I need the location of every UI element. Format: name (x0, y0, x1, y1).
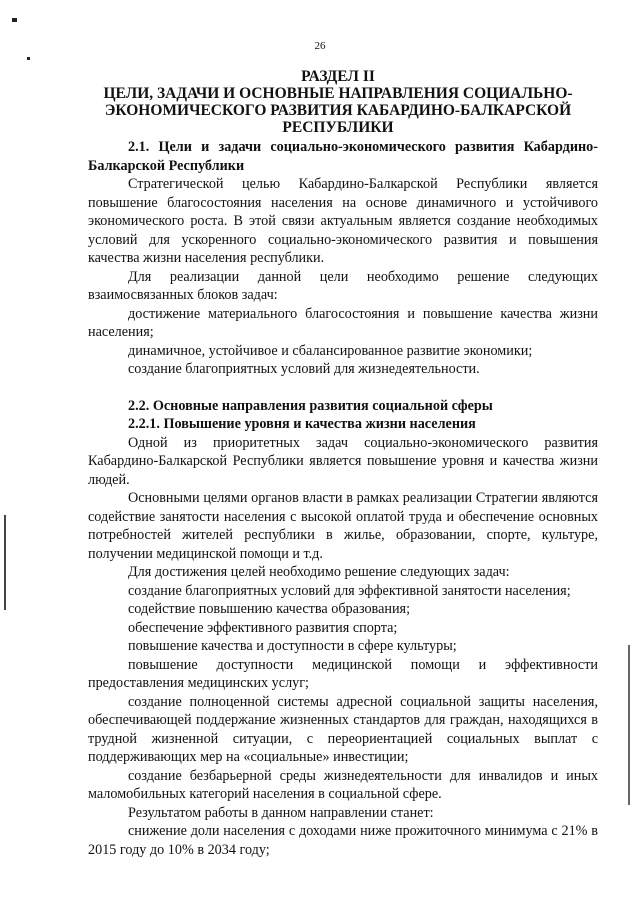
scan-mark-top (12, 18, 17, 22)
task-item: создание благоприятных условий для жизнедеятельности. (128, 361, 480, 377)
heading-2-1: 2.1. Цели и задачи социально-экономического развития Кабардино-Балкарской Республики (88, 139, 598, 174)
section-header (88, 68, 588, 136)
task-item: динамичное, устойчивое и сбалансированное развитие экономики; (128, 342, 533, 359)
heading-2-2-1: 2.2.1. Повышение уровня и качества жизни населения (128, 416, 476, 432)
task-item: повышение доступности медицинской помощи и эффективности предоставления медицинских услуг; (88, 656, 598, 691)
paragraph: Основными целями органов власти в рамках реализации Стратегии являются содействие занятости населения с высокой оплатой труда и обеспечение основных потребностей жителей республики в жилье, образовании, спорте, культуре, получении медицинской помощи и т.д. (88, 490, 598, 562)
task-item: создание полноценной системы адресной социальной защиты населения, обеспечивающей поддержание жизненных стандартов для граждан, находящихся в трудной жизненной ситуации, с переориентацией социальных выплат с поддерживающих мер на «социальные» инвестиции; (88, 693, 598, 765)
result-item: снижение доли населения с доходами ниже прожиточного минимума с 21% в 2015 году до 10% в 2034 году; (88, 823, 598, 858)
paragraph: Для реализации данной цели необходимо решение следующих взаимосвязанных блоков задач: (88, 268, 598, 303)
section-spacer (88, 379, 598, 397)
scan-mark-left-edge (4, 515, 6, 610)
task-item: повышение качества и доступности в сфере культуры; (128, 638, 457, 654)
task-item: создание благоприятных условий для эффективной занятости населения; (128, 582, 571, 599)
paragraph: Одной из приоритетных задач социально-экономического развития Кабардино-Балкарской Республики является повышение уровня и качества жизни людей. (88, 434, 598, 488)
task-item: достижение материального благосостояния и повышение качества жизни населения; (88, 305, 598, 340)
task-item: обеспечение эффективного развития спорта; (128, 619, 398, 636)
task-item: создание безбарьерной среды жизнедеятельности для инвалидов и иных маломобильных категорий населения в социальной сфере. (88, 767, 598, 802)
paragraph: Для достижения целей необходимо решение следующих задач: (128, 564, 510, 580)
section-title-line-2: ЭКОНОМИЧЕСКОГО РАЗВИТИЯ КАБАРДИНО-БАЛКАРСКОЙ (104, 102, 572, 119)
page-number: 26 (314, 40, 326, 52)
paragraph: Результатом работы в данном направлении станет: (128, 804, 434, 821)
scan-mark-right-edge (628, 645, 630, 805)
heading-2-2: 2.2. Основные направления развития социальной сферы (128, 397, 493, 414)
document-body (88, 138, 598, 859)
paragraph: Стратегической целью Кабардино-Балкарской Республики является повышение благосостояния населения на основе динамичного и устойчивого экономического роста. В этой связи актуальным является создание необходимых условий для ускоренного социально-экономического развития и повышения качества жизни населения республики. (88, 176, 598, 266)
task-item: содействие повышению качества образования; (128, 601, 411, 617)
scan-mark-dot (27, 57, 30, 60)
section-title-line-3: РЕСПУБЛИКИ (282, 119, 394, 136)
section-label: РАЗДЕЛ II (301, 68, 375, 85)
section-title-line-1: ЦЕЛИ, ЗАДАЧИ И ОСНОВНЫЕ НАПРАВЛЕНИЯ СОЦИАЛЬНО- (103, 85, 573, 102)
